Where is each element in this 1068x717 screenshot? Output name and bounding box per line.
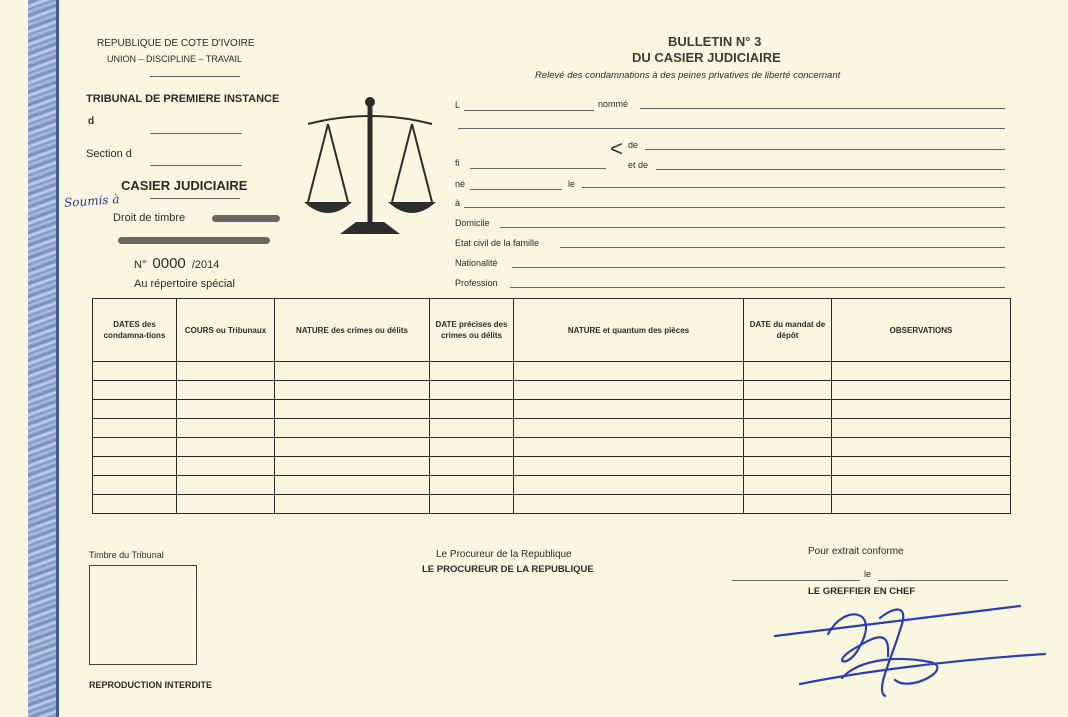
field-etat-civil-label: Etat civil de la famille — [455, 238, 540, 248]
field-a-line — [464, 207, 1005, 208]
table-row — [93, 362, 1011, 381]
table-row — [93, 400, 1011, 419]
field-et-de-label: et de — [628, 160, 649, 170]
field-le-label: L — [455, 100, 461, 110]
table-row — [93, 457, 1011, 476]
table-cell — [744, 457, 832, 476]
field-nationalite-line — [512, 267, 1005, 268]
table-cell — [430, 476, 514, 495]
table-cell — [744, 438, 832, 457]
table-row — [93, 495, 1011, 514]
casier-label: CASIER JUDICIAIRE — [121, 178, 248, 193]
field-nationalite-label: Nationalité — [455, 258, 498, 268]
redaction-mark — [212, 215, 280, 222]
field-profession-label: Profession — [455, 278, 498, 288]
table-cell — [832, 362, 1011, 381]
extrait-date-line — [878, 580, 1008, 581]
tribunal-d-label: d — [88, 116, 95, 127]
field-ne-line — [470, 189, 562, 190]
table-row — [93, 381, 1011, 400]
security-stripe — [28, 0, 56, 717]
header-date-precises: DATE précises des crimes ou délits — [430, 299, 514, 362]
table-cell — [430, 381, 514, 400]
table-cell — [275, 495, 430, 514]
header-cours: COURS ou Tribunaux — [177, 299, 275, 362]
republic-label: REPUBLIQUE DE COTE D'IVOIRE — [97, 38, 255, 49]
table-cell — [514, 362, 744, 381]
condemnations-table — [92, 298, 1011, 514]
table-cell — [514, 457, 744, 476]
table-cell — [514, 438, 744, 457]
table-cell — [93, 495, 177, 514]
timbre-label: Timbre du Tribunal — [89, 550, 164, 560]
scales-of-justice-icon — [300, 94, 440, 240]
reproduction-label: REPRODUCTION INTERDITE — [89, 680, 213, 690]
table-cell — [832, 400, 1011, 419]
field-ne-label: né — [455, 179, 466, 189]
table-cell — [514, 400, 744, 419]
procureur-line-1: Le Procureur de la Republique — [436, 549, 572, 560]
table-header-row — [93, 299, 1011, 362]
table-cell — [514, 476, 744, 495]
field-et-de-line — [656, 169, 1005, 170]
table-cell — [744, 400, 832, 419]
table-cell — [177, 400, 275, 419]
table-cell — [177, 495, 275, 514]
greffier-label: LE GREFFIER EN CHEF — [808, 586, 916, 597]
field-domicile-label: Domicile — [455, 218, 490, 228]
header-nature-quantum: NATURE et quantum des pièces — [514, 299, 744, 362]
table-cell — [177, 476, 275, 495]
field-de-line — [645, 149, 1005, 150]
table-row — [93, 419, 1011, 438]
field-nomme-line — [640, 108, 1005, 109]
table-cell — [93, 438, 177, 457]
header-dates: DATES des condamna-tions — [93, 299, 177, 362]
table-cell — [93, 381, 177, 400]
table-cell — [275, 419, 430, 438]
table-cell — [744, 495, 832, 514]
table-cell — [275, 438, 430, 457]
table-cell — [275, 400, 430, 419]
table-cell — [93, 476, 177, 495]
casier-rule — [150, 198, 240, 199]
field-de-label: de — [628, 140, 639, 150]
brace-glyph: < — [610, 136, 623, 161]
table-cell — [832, 476, 1011, 495]
field-nomme-label: nommé — [598, 99, 629, 109]
header-date-mandat: DATE du mandat de dépôt — [744, 299, 832, 362]
extrait-line — [732, 580, 860, 581]
table-cell — [93, 400, 177, 419]
table-cell — [832, 381, 1011, 400]
table-cell — [177, 362, 275, 381]
numero-value: 0000 — [152, 255, 186, 272]
table-cell — [177, 438, 275, 457]
table-cell — [744, 419, 832, 438]
field-a-label: à — [455, 198, 461, 208]
table-cell — [430, 495, 514, 514]
table-cell — [93, 419, 177, 438]
section-label: Section d — [86, 148, 132, 160]
table-cell — [275, 457, 430, 476]
table-cell — [275, 362, 430, 381]
table-cell — [514, 381, 744, 400]
table-cell — [275, 381, 430, 400]
table-cell — [744, 362, 832, 381]
numero-prefix: N° — [134, 259, 147, 271]
table-cell — [832, 438, 1011, 457]
section-line — [150, 165, 242, 166]
field-fils-line — [470, 168, 606, 169]
handwritten-note: Soumis à — [63, 192, 120, 210]
numero-year: /2014 — [191, 259, 220, 271]
table-row — [93, 438, 1011, 457]
table-cell — [93, 362, 177, 381]
stripe-border — [56, 0, 59, 717]
table-cell — [430, 419, 514, 438]
field-le2-line — [582, 187, 1005, 188]
table-cell — [832, 419, 1011, 438]
field-etat-civil-line — [560, 247, 1005, 248]
repertoire-label: Au répertoire spécial — [134, 278, 235, 290]
field-extra-line — [458, 128, 1005, 129]
numero-line — [134, 255, 219, 272]
droit-timbre-label: Droit de timbre — [113, 212, 186, 224]
header-observations: OBSERVATIONS — [832, 299, 1011, 362]
table-cell — [430, 400, 514, 419]
table-cell — [744, 476, 832, 495]
field-fils-label: fi — [455, 158, 460, 168]
tribunal-line — [150, 133, 242, 134]
table-cell — [93, 457, 177, 476]
redaction-mark — [118, 237, 270, 244]
table-row — [93, 476, 1011, 495]
table-cell — [514, 495, 744, 514]
table-cell — [514, 419, 744, 438]
handwritten-signature — [770, 598, 1050, 708]
table-cell — [177, 457, 275, 476]
bulletin-subtitle: DU CASIER JUDICIAIRE — [632, 50, 781, 65]
table-cell — [832, 457, 1011, 476]
extrait-le-label: le — [864, 569, 872, 579]
bulletin-title: BULLETIN N° 3 — [668, 34, 762, 49]
header-nature-crimes: NATURE des crimes ou délits — [275, 299, 430, 362]
field-le2-label: le — [568, 179, 576, 189]
table-cell — [832, 495, 1011, 514]
table-cell — [744, 381, 832, 400]
motto-label: UNION – DISCIPLINE – TRAVAIL — [107, 54, 243, 64]
field-profession-line — [510, 287, 1005, 288]
table-cell — [177, 381, 275, 400]
table-cell — [430, 438, 514, 457]
bulletin-description: Relevé des condamnations à des peines privatives de liberté concernant — [535, 70, 841, 81]
table-cell — [430, 362, 514, 381]
motto-rule — [150, 76, 240, 77]
table-cell — [177, 419, 275, 438]
tribunal-stamp-box — [89, 565, 197, 665]
field-le-line — [464, 110, 594, 111]
procureur-line-2: LE PROCUREUR DE LA REPUBLIQUE — [422, 564, 594, 575]
field-domicile-line — [500, 227, 1005, 228]
extrait-label: Pour extrait conforme — [808, 546, 904, 557]
table-cell — [275, 476, 430, 495]
table-cell — [430, 457, 514, 476]
tribunal-label: TRIBUNAL DE PREMIERE INSTANCE — [86, 93, 280, 105]
